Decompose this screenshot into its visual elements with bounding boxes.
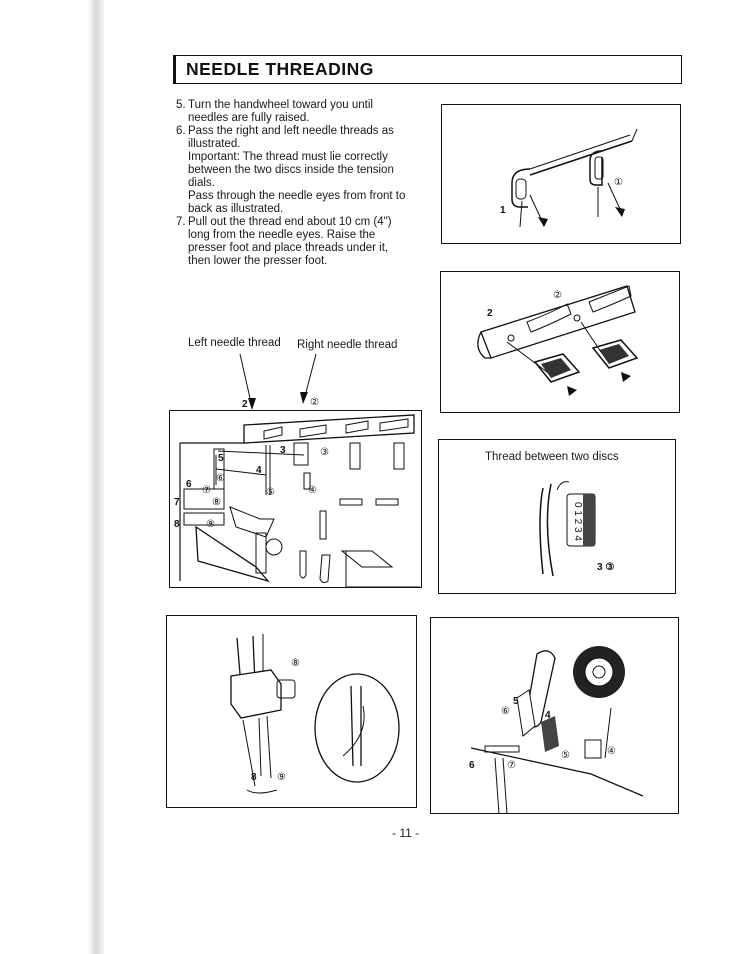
step-7 <box>176 216 421 268</box>
marker-circled-5: ⑤ <box>561 750 570 761</box>
marker-8: 8 <box>251 772 257 783</box>
figure-4-threading-overview <box>169 397 422 588</box>
marker-circled-7: ⑦ <box>202 485 211 496</box>
dial-digits: 0 1 2 3 4 <box>572 502 583 541</box>
figure-6-lower-guides <box>430 617 679 814</box>
marker-circled-5: ⑤ <box>266 487 275 498</box>
step-line: between the two discs inside the tension <box>188 164 394 176</box>
step-line: Turn the handwheel toward you until <box>188 99 373 111</box>
page-binding-shadow <box>88 0 104 954</box>
marker-circled-9: ⑨ <box>206 519 215 530</box>
step-line: needles are fully raised. <box>188 112 310 124</box>
instruction-steps <box>176 99 421 268</box>
marker-6: 6 <box>469 760 475 771</box>
marker-3: 3 <box>280 445 286 456</box>
marker-7: 7 <box>174 497 180 508</box>
marker-5: 5 <box>218 453 224 464</box>
figure-3-discs <box>438 439 676 594</box>
marker-circled-9: ⑨ <box>277 772 286 783</box>
page-number: - 11 - <box>392 826 420 840</box>
marker-circled-3: ③ <box>320 447 329 458</box>
marker-2: 2 <box>487 308 493 319</box>
marker-circled-7: ⑦ <box>507 760 516 771</box>
threading-overview-drawing <box>170 397 423 589</box>
marker-3-label: 3 ③ <box>597 562 615 573</box>
marker-circled-4: ④ <box>607 746 616 757</box>
marker-1: 1 <box>500 205 506 216</box>
step-line: Important: The thread must lie correctly <box>188 151 388 163</box>
marker-circled-8: ⑧ <box>212 497 221 508</box>
lower-guides-drawing <box>431 618 680 815</box>
marker-4: 4 <box>545 710 551 721</box>
marker-circled-6: ⑥ <box>501 706 510 717</box>
step-5 <box>176 99 421 125</box>
section-header <box>173 55 682 84</box>
figure-1-thread-guide <box>441 104 681 244</box>
marker-4: 4 <box>256 465 262 476</box>
step-line: then lower the presser foot. <box>188 255 328 267</box>
marker-circled-6: ⑥ <box>216 473 225 484</box>
step-number: 6. <box>176 125 186 137</box>
figure-2-tension-guide <box>440 271 680 413</box>
marker-circled-2: ② <box>553 290 562 301</box>
step-line: illustrated. <box>188 138 241 150</box>
figure-5-needle-eyes <box>166 615 417 808</box>
step-6 <box>176 125 421 216</box>
marker-5: 5 <box>513 696 519 707</box>
step-number: 5. <box>176 99 186 111</box>
step-line: presser foot and place threads under it, <box>188 242 389 254</box>
step-line: Pull out the thread end about 10 cm (4") <box>188 216 392 228</box>
marker-6: 6 <box>186 479 192 490</box>
marker-circled-1: ① <box>614 177 623 188</box>
marker-circled-8: ⑧ <box>291 658 300 669</box>
needle-eyes-drawing <box>167 616 418 809</box>
right-needle-caption: Right needle thread <box>297 339 398 351</box>
thread-guide-drawing <box>442 105 682 245</box>
step-line: long from the needle eyes. Raise the <box>188 229 376 241</box>
tension-guide-drawing <box>441 272 681 414</box>
marker-circled-4: ④ <box>308 485 317 496</box>
step-number: 7. <box>176 216 186 228</box>
step-line: back as illustrated. <box>188 203 284 215</box>
section-title: NEEDLE THREADING <box>186 59 374 79</box>
step-line: Pass the right and left needle threads as <box>188 125 394 137</box>
marker-2: 2 <box>242 399 248 410</box>
discs-caption: Thread between two discs <box>485 451 619 463</box>
tension-discs-drawing <box>439 440 677 595</box>
step-line: Pass through the needle eyes from front to <box>188 190 406 202</box>
marker-circled-2: ② <box>310 397 319 408</box>
marker-8: 8 <box>174 519 180 530</box>
step-line: dials. <box>188 177 215 189</box>
left-needle-caption: Left needle thread <box>188 337 281 349</box>
